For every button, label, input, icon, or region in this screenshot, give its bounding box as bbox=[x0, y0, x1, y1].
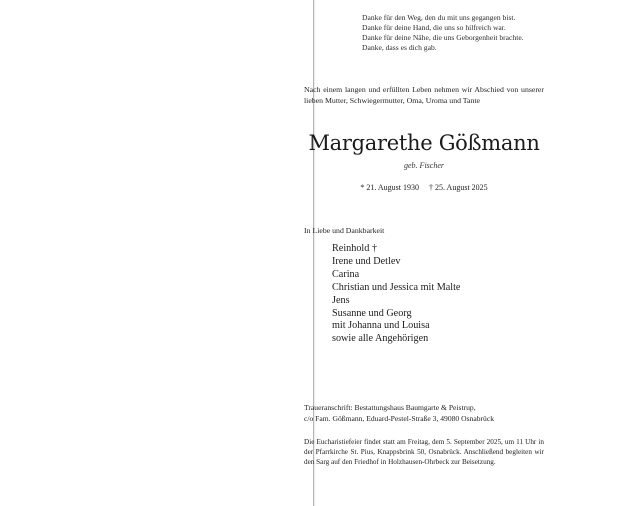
life-dates bbox=[304, 183, 544, 192]
service-info: Die Eucharistiefeier findet statt am Freitag, dem 5. September 2025, um 11 Uhr in der Pfarrkirche St. Pius, Knappsbrink 50, Osnabrück. Anschließend begleiten wir den Sarg auf den Friedhof in Holzhausen-Ohrbeck zur Beisetzung. bbox=[304, 438, 544, 466]
birth-date: * 21. August 1930 bbox=[360, 183, 419, 192]
family-member: Jens bbox=[332, 294, 350, 306]
maiden-name: geb. Fischer bbox=[404, 161, 444, 170]
page-fold-line bbox=[313, 0, 314, 506]
intro-text: Nach einem langen und erfüllten Leben nehmen wir Abschied von unserer lieben Mutter, Schwiegermutter, Oma, Uroma und Tante bbox=[304, 85, 544, 105]
family-list bbox=[332, 243, 460, 346]
family-member: sowie alle Angehörigen bbox=[332, 333, 429, 345]
poem-line: Danke für den Weg, den du mit uns gegangen bist. bbox=[362, 13, 516, 22]
family-member: Christian und Jessica mit Malte bbox=[332, 281, 461, 293]
family-member: mit Johanna und Louisa bbox=[332, 320, 430, 332]
death-date: † 25. August 2025 bbox=[429, 183, 488, 192]
poem-line: Danke, dass es dich gab. bbox=[362, 43, 437, 52]
address-line: Traueranschrift: Bestattungshaus Baumgarte & Peistrup, bbox=[304, 403, 476, 412]
family-member: Reinhold † bbox=[332, 243, 377, 254]
mourning-address bbox=[304, 403, 544, 424]
address-line: c/o Fam. Gößmann, Eduard-Pestel-Straße 3, 49080 Osnabrück bbox=[304, 413, 495, 423]
deceased-name: Margarethe Gößmann bbox=[308, 131, 540, 155]
poem bbox=[362, 13, 524, 53]
family-member: Irene und Detlev bbox=[332, 255, 401, 267]
family-member: Susanne und Georg bbox=[332, 307, 412, 319]
family-member: Carina bbox=[332, 268, 360, 280]
poem-line: Danke für deine Hand, die uns so hilfreich war. bbox=[362, 23, 506, 32]
poem-line: Danke für deine Nähe, die uns Geborgenheit brachte. bbox=[362, 33, 524, 42]
thanks-line: In Liebe und Dankbarkeit bbox=[304, 226, 385, 235]
